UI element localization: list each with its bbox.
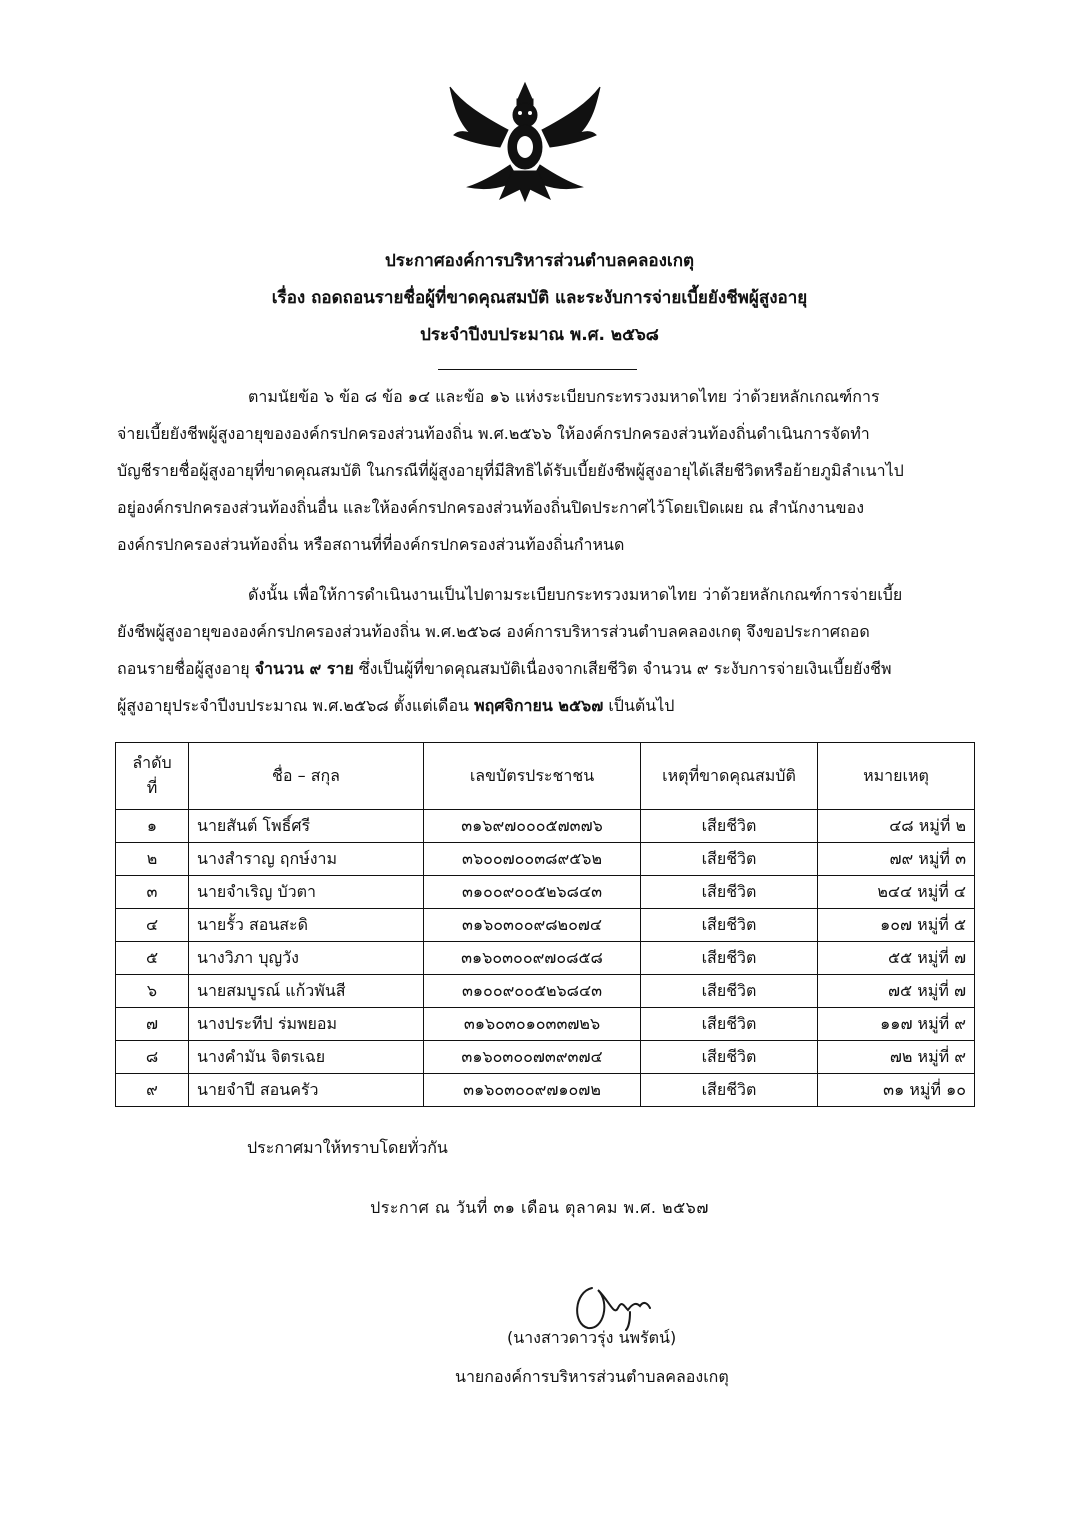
col-header-no	[116, 743, 189, 810]
text: ถอนรายชื่อผู้สูงอายุ	[117, 659, 255, 678]
announcement-subject: เรื่อง ถอดถอนรายชื่อผู้ที่ขาดคุณสมบัติ และระงับการจ่ายเบี้ยยังชีพผู้สูงอายุ	[271, 288, 808, 308]
paragraph-2-line-3	[117, 650, 892, 687]
cell-no: ๙	[116, 1074, 189, 1107]
cell-no: ๖	[116, 975, 189, 1008]
handwritten-signature	[570, 1272, 680, 1332]
table-row	[116, 909, 975, 942]
cell-id: ๓๑๖๐๓๐๑๐๓๓๗๒๖	[424, 1008, 641, 1041]
cell-id: ๓๑๖๙๗๐๐๐๕๗๓๗๖	[424, 810, 641, 843]
col-header-id: เลขบัตรประชาชน	[424, 743, 641, 810]
announcement-date: ประกาศ ณ วันที่ ๓๑ เดือน ตุลาคม พ.ศ. ๒๕๖๗	[370, 1198, 709, 1217]
paragraph-2-line-4	[117, 687, 674, 724]
cell-name: นางวิภา บุญวัง	[189, 942, 424, 975]
header-no-l1: ลำดับ	[132, 753, 172, 772]
cell-name: นายรั้ว สอนสะดิ	[189, 909, 424, 942]
cell-id: ๓๑๖๐๓๐๐๙๘๒๐๗๔	[424, 909, 641, 942]
text: เป็นต้นไป	[603, 696, 675, 715]
text: ผู้สูงอายุประจำปีงบประมาณ พ.ศ.๒๕๖๘ ตั้งแต่เดือน	[117, 696, 475, 715]
cell-no: ๑	[116, 810, 189, 843]
cell-note: ๗๒ หมู่ที่ ๙	[818, 1041, 975, 1074]
cell-reason: เสียชีวิต	[641, 1041, 818, 1074]
cell-id: ๓๖๐๐๗๐๐๓๘๙๕๖๒	[424, 843, 641, 876]
cell-id: ๓๑๖๐๓๐๐๗๓๙๓๗๔	[424, 1041, 641, 1074]
paragraph-1-line-2: จ่ายเบี้ยยังชีพผู้สูงอายุขององค์กรปกครองส่วนท้องถิ่น พ.ศ.๒๕๖๖ ให้องค์กรปกครองส่วนท้องถิ่นดำเนินการจัดทำ	[117, 424, 870, 443]
text: ซึ่งเป็นผู้ที่ขาดคุณสมบัติเนื่องจากเสียชีวิต จำนวน ๙ ระงับการจ่ายเงินเบี้ยยังชีพ	[353, 659, 892, 678]
bold-count: จำนวน ๙ ราย	[254, 659, 354, 678]
paragraph-1-line-4: อยู่องค์กรปกครองส่วนท้องถิ่นอื่น และให้องค์กรปกครองส่วนท้องถิ่นปิดประกาศไว้โดยเปิดเผย ณ สำนักงานของ	[117, 498, 865, 517]
cell-no: ๔	[116, 909, 189, 942]
removed-names-table	[115, 742, 975, 1107]
cell-name: นางคำมัน จิตรเฉย	[189, 1041, 424, 1074]
table-row	[116, 843, 975, 876]
cell-name: นายจำปี สอนครัว	[189, 1074, 424, 1107]
col-header-reason: เหตุที่ขาดคุณสมบัติ	[641, 743, 818, 810]
header-no-l2: ที่	[146, 778, 158, 797]
paragraph-1-line-1: ตามนัยข้อ ๖ ข้อ ๘ ข้อ ๑๔ และข้อ ๑๖ แห่งระเบียบกระทรวงมหาดไทย ว่าด้วยหลักเกณฑ์การ	[248, 387, 880, 406]
cell-name: นายสันต์ โพธิ์ศรี	[189, 810, 424, 843]
cell-reason: เสียชีวิต	[641, 942, 818, 975]
cell-note: ๓๑ หมู่ที่ ๑๐	[818, 1074, 975, 1107]
cell-note: ๕๕ หมู่ที่ ๗	[818, 942, 975, 975]
announcement-title: ประกาศองค์การบริหารส่วนตำบลคลองเกตุ	[384, 251, 695, 271]
paragraph-1-line-3: บัญชีรายชื่อผู้สูงอายุที่ขาดคุณสมบัติ ในกรณีที่ผู้สูงอายุที่มีสิทธิได้รับเบี้ยยังชีพผู้สูงอายุได้เสียชีวิตหรือย้ายภูมิลำเนาไป	[117, 461, 904, 480]
cell-name: นายสมบูรณ์ แก้วพันสี	[189, 975, 424, 1008]
cell-note: ๗๕ หมู่ที่ ๗	[818, 975, 975, 1008]
cell-id: ๓๑๐๐๙๐๐๕๒๖๘๔๓	[424, 876, 641, 909]
cell-no: ๒	[116, 843, 189, 876]
table-header-row	[116, 743, 975, 810]
cell-note: ๗๙ หมู่ที่ ๓	[818, 843, 975, 876]
col-header-name: ชื่อ – สกุล	[189, 743, 424, 810]
cell-reason: เสียชีวิต	[641, 843, 818, 876]
cell-id: ๓๑๐๐๙๐๐๕๒๖๘๔๓	[424, 975, 641, 1008]
bold-month: พฤศจิกายน ๒๕๖๗	[474, 696, 604, 715]
cell-reason: เสียชีวิต	[641, 810, 818, 843]
garuda-emblem-icon	[440, 75, 610, 205]
cell-no: ๗	[116, 1008, 189, 1041]
cell-no: ๕	[116, 942, 189, 975]
cell-no: ๓	[116, 876, 189, 909]
cell-name: นางประทีป ร่มพยอม	[189, 1008, 424, 1041]
cell-note: ๑๑๗ หมู่ที่ ๙	[818, 1008, 975, 1041]
closing-statement: ประกาศมาให้ทราบโดยทั่วกัน	[247, 1138, 448, 1157]
signer-name: (นางสาวดาวรุ่ง นพรัตน์)	[507, 1328, 677, 1347]
table-row	[116, 942, 975, 975]
cell-note: ๒๔๔ หมู่ที่ ๔	[818, 876, 975, 909]
cell-reason: เสียชีวิต	[641, 876, 818, 909]
cell-reason: เสียชีวิต	[641, 1074, 818, 1107]
cell-no: ๘	[116, 1041, 189, 1074]
cell-reason: เสียชีวิต	[641, 909, 818, 942]
cell-id: ๓๑๖๐๓๐๐๙๗๑๐๗๒	[424, 1074, 641, 1107]
table-row	[116, 876, 975, 909]
table-row	[116, 1074, 975, 1107]
paragraph-1-line-5: องค์กรปกครองส่วนท้องถิ่น หรือสถานที่ที่องค์กรปกครองส่วนท้องถิ่นกำหนด	[117, 535, 625, 554]
col-header-note: หมายเหตุ	[818, 743, 975, 810]
table-row	[116, 810, 975, 843]
cell-reason: เสียชีวิต	[641, 975, 818, 1008]
cell-note: ๔๘ หมู่ที่ ๒	[818, 810, 975, 843]
cell-name: นางสำราญ ฤกษ์งาม	[189, 843, 424, 876]
fiscal-year: ประจำปีงบประมาณ พ.ศ. ๒๕๖๘	[420, 325, 659, 345]
cell-id: ๓๑๖๐๓๐๐๙๗๐๘๕๘	[424, 942, 641, 975]
cell-note: ๑๐๗ หมู่ที่ ๕	[818, 909, 975, 942]
paragraph-2-line-2: ยังชีพผู้สูงอายุขององค์กรปกครองส่วนท้องถิ่น พ.ศ.๒๕๖๘ องค์การบริหารส่วนตำบลคลองเกตุ จึงขอประกาศถอด	[117, 622, 870, 641]
cell-name: นายจำเริญ บัวตา	[189, 876, 424, 909]
table-row	[116, 1008, 975, 1041]
table-row	[116, 975, 975, 1008]
cell-reason: เสียชีวิต	[641, 1008, 818, 1041]
signer-position: นายกองค์การบริหารส่วนตำบลคลองเกตุ	[455, 1367, 729, 1386]
table-row	[116, 1041, 975, 1074]
paragraph-2-line-1: ดังนั้น เพื่อให้การดำเนินงานเป็นไปตามระเบียบกระทรวงมหาดไทย ว่าด้วยหลักเกณฑ์การจ่ายเบี้ย	[248, 585, 903, 604]
divider	[438, 369, 637, 370]
